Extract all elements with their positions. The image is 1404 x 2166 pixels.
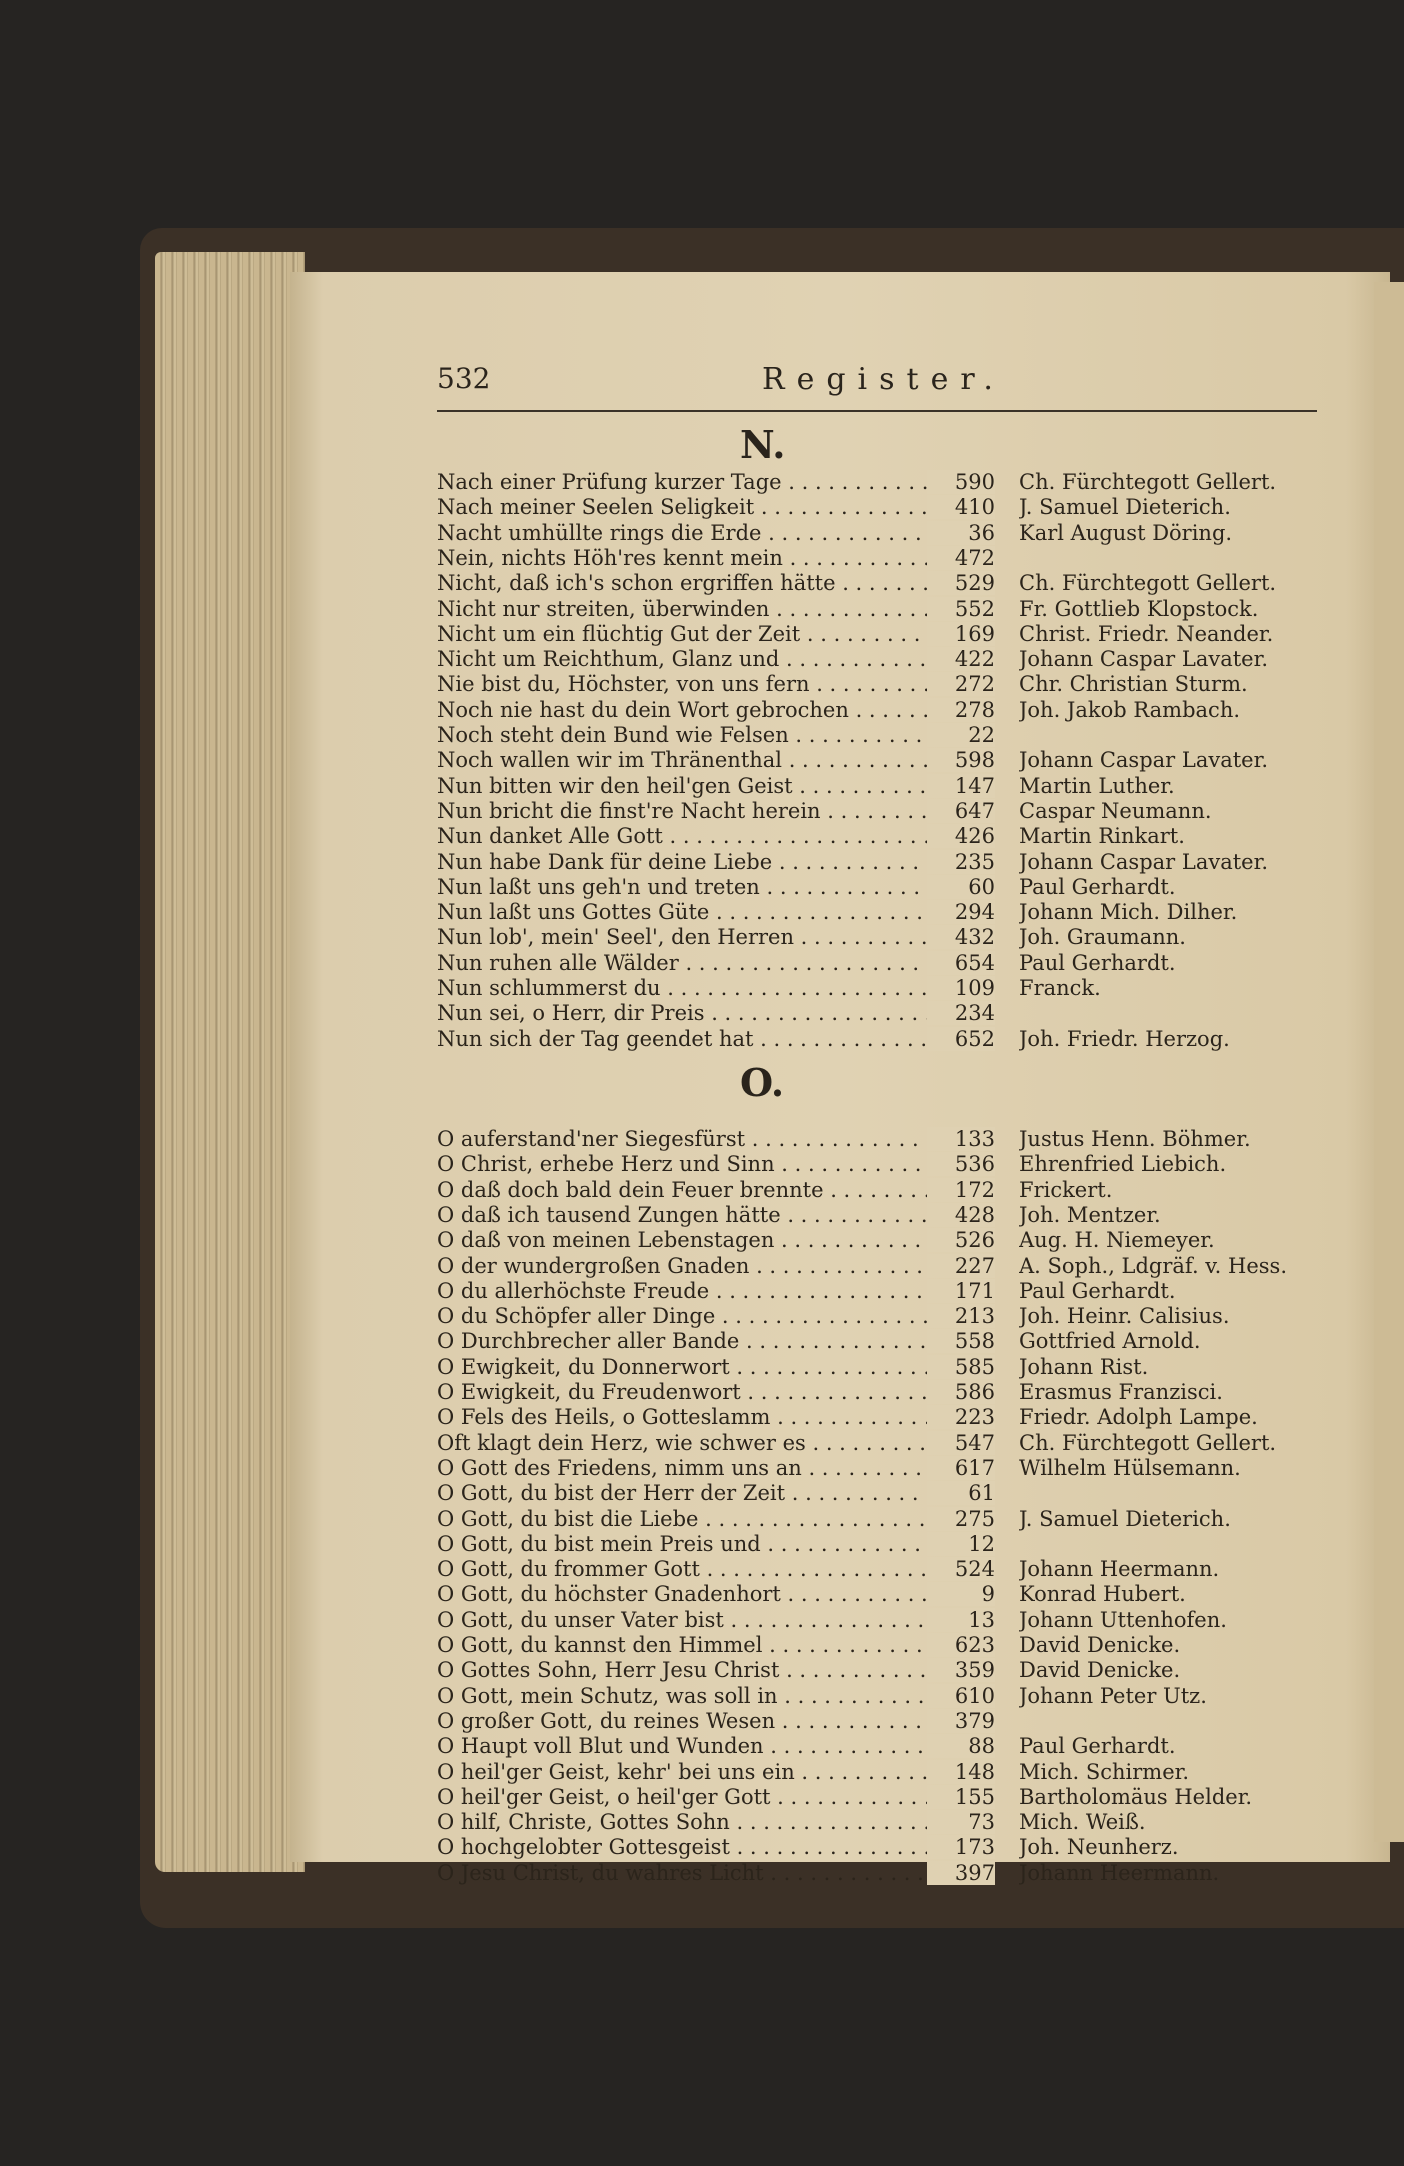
hymn-title: Nun danket Alle Gott . . .	[437, 824, 927, 848]
index-entry	[437, 1810, 1317, 1835]
index-entry	[437, 1304, 1317, 1329]
hymn-title: O daß ich tausend Zungen hätte . . .	[437, 1203, 927, 1227]
hymn-title: O Gott, du bist die Liebe . . .	[437, 1507, 927, 1531]
hymn-number: 294	[927, 900, 995, 924]
index-entry	[437, 1380, 1317, 1405]
hymn-number: 529	[927, 571, 995, 595]
index-entry	[437, 748, 1317, 773]
index-entry	[437, 1481, 1317, 1506]
hymn-author: Johann Heermann.	[1019, 1860, 1220, 1885]
hymn-title: Nun ruhen alle Wälder . . .	[437, 951, 927, 975]
index-entry	[437, 799, 1317, 824]
index-entry	[437, 774, 1317, 799]
hymn-title: O Gott, mein Schutz, was soll in . . .	[437, 1684, 927, 1708]
index-entry	[437, 1734, 1317, 1759]
hymn-title: Nun bricht die finst're Nacht herein . . .	[437, 799, 927, 823]
hymn-title: Nun lob', mein' Seel', den Herren . . .	[437, 925, 927, 949]
hymn-number: 13	[927, 1608, 995, 1632]
hymn-author: Johann Mich. Dilher.	[1019, 900, 1238, 925]
index-entry	[437, 698, 1317, 723]
index-entry	[437, 622, 1317, 647]
hymn-title: O Gott, du höchster Gnadenhort . . .	[437, 1582, 927, 1606]
index-entry	[437, 495, 1317, 520]
hymn-title: Nun laßt uns Gottes Güte . . .	[437, 900, 927, 924]
hymn-title: O Haupt voll Blut und Wunden . . .	[437, 1734, 927, 1758]
facing-page-edge	[1374, 282, 1404, 1842]
index-entry	[437, 976, 1317, 1001]
index-entry	[437, 1684, 1317, 1709]
hymn-author: Joh. Neunherz.	[1019, 1835, 1179, 1860]
hymn-number: 88	[927, 1734, 995, 1758]
index-entry	[437, 850, 1317, 875]
hymn-author: Justus Henn. Böhmer.	[1019, 1127, 1251, 1151]
hymn-number: 426	[927, 824, 995, 848]
index-entry	[437, 1001, 1317, 1026]
hymn-number: 617	[927, 1456, 995, 1480]
hymn-title: O Gott, du unser Vater bist . . .	[437, 1608, 927, 1632]
hymn-author: Joh. Mentzer.	[1019, 1202, 1161, 1227]
hymn-number: 73	[927, 1810, 995, 1834]
index-entry	[437, 824, 1317, 849]
index-entry	[437, 1355, 1317, 1380]
page-edges	[155, 252, 305, 1872]
hymn-number: 223	[927, 1405, 995, 1429]
hymn-title: Nun sei, o Herr, dir Preis . . .	[437, 1001, 927, 1025]
hymn-number: 526	[927, 1228, 995, 1252]
index-entry	[437, 1456, 1317, 1481]
index-entry	[437, 1279, 1317, 1304]
hymn-author: Johann Rist.	[1019, 1354, 1149, 1379]
hymn-number: 133	[927, 1127, 995, 1151]
index-entry	[437, 1633, 1317, 1658]
hymn-number: 586	[927, 1380, 995, 1404]
hymn-title: O daß doch bald dein Feuer brennte . . .	[437, 1178, 927, 1202]
index-entry	[437, 1835, 1317, 1860]
hymn-number: 410	[927, 495, 995, 519]
index-entry	[437, 1027, 1317, 1052]
hymn-number: 428	[927, 1203, 995, 1227]
hymn-number: 12	[927, 1532, 995, 1556]
hymn-title: Nicht um Reichthum, Glanz und . . .	[437, 647, 927, 671]
hymn-title: O Ewigkeit, du Freudenwort . . .	[437, 1380, 927, 1404]
index-entry	[437, 1658, 1317, 1683]
hymn-author: Caspar Neumann.	[1019, 798, 1212, 823]
index-entry	[437, 597, 1317, 622]
hymn-number: 172	[927, 1178, 995, 1202]
hymn-title: Nun habe Dank für deine Liebe . . .	[437, 850, 927, 874]
index-entry	[437, 1861, 1317, 1886]
hymn-title: O Durchbrecher aller Bande . . .	[437, 1329, 927, 1353]
hymn-title: Nun sich der Tag geendet hat . . .	[437, 1027, 927, 1051]
index-entry	[437, 1785, 1317, 1810]
hymn-number: 585	[927, 1355, 995, 1379]
hymn-number: 432	[927, 925, 995, 949]
hymn-author: Bartholomäus Helder.	[1019, 1784, 1253, 1809]
hymn-title: O heil'ger Geist, kehr' bei uns ein . . .	[437, 1760, 927, 1784]
index-entry	[437, 1507, 1317, 1532]
index-entry	[437, 647, 1317, 672]
hymn-author: Martin Luther.	[1019, 773, 1175, 798]
index-entry	[437, 546, 1317, 571]
hymn-title: O auferstand'ner Siegesfürst . . .	[437, 1127, 927, 1151]
hymn-title: Nicht um ein flüchtig Gut der Zeit . . .	[437, 622, 927, 646]
hymn-author: Ch. Fürchtegott Gellert.	[1019, 470, 1277, 494]
hymn-author: Johann Caspar Lavater.	[1019, 849, 1268, 874]
hymn-title: Oft klagt dein Herz, wie schwer es . . .	[437, 1431, 927, 1455]
hymn-number: 36	[927, 521, 995, 545]
index-entry	[437, 1228, 1317, 1253]
index-entry	[437, 1178, 1317, 1203]
index-entry	[437, 723, 1317, 748]
index-entry	[437, 875, 1317, 900]
hymn-author: Ch. Fürchtegott Gellert.	[1019, 1430, 1277, 1455]
hymn-author: Wilhelm Hülsemann.	[1019, 1455, 1241, 1480]
hymn-author: Ch. Fürchtegott Gellert.	[1019, 571, 1277, 596]
hymn-title: O hilf, Christe, Gottes Sohn . . .	[437, 1810, 927, 1834]
hymn-author: Joh. Friedr. Herzog.	[1019, 1026, 1230, 1051]
hymn-title: O der wundergroßen Gnaden . . .	[437, 1254, 927, 1278]
index-entry	[437, 521, 1317, 546]
index-entry	[437, 470, 1317, 495]
hymn-title: Nie bist du, Höchster, von uns fern . . .	[437, 672, 927, 696]
hymn-author: Paul Gerhardt.	[1019, 1278, 1176, 1303]
hymn-number: 147	[927, 774, 995, 798]
hymn-author: Fr. Gottlieb Klopstock.	[1019, 596, 1259, 621]
hymn-title: O großer Gott, du reines Wesen . . .	[437, 1709, 927, 1733]
hymn-number: 647	[927, 799, 995, 823]
index-entry	[437, 1760, 1317, 1785]
hymn-number: 472	[927, 546, 995, 570]
hymn-number: 536	[927, 1152, 995, 1176]
hymn-number: 275	[927, 1507, 995, 1531]
hymn-number: 235	[927, 850, 995, 874]
hymn-title: O Jesu Christ, du wahres Licht . . .	[437, 1861, 927, 1885]
hymn-number: 148	[927, 1760, 995, 1784]
hymn-title: Nacht umhüllte rings die Erde . . .	[437, 521, 927, 545]
hymn-title: Nun laßt uns geh'n und treten . . .	[437, 875, 927, 899]
hymn-author: Chr. Christian Sturm.	[1019, 672, 1248, 697]
hymn-author: A. Soph., Ldgräf. v. Hess.	[1019, 1253, 1287, 1278]
hymn-author: Johann Uttenhofen.	[1019, 1607, 1227, 1632]
page-header	[437, 362, 1317, 406]
index-entry	[437, 951, 1317, 976]
index-entry	[437, 900, 1317, 925]
hymn-number: 272	[927, 672, 995, 696]
hymn-title: O Gott, du bist mein Preis und . . .	[437, 1532, 927, 1556]
hymn-author: Gottfried Arnold.	[1019, 1329, 1201, 1354]
hymn-author: Erasmus Franzisci.	[1019, 1380, 1223, 1404]
hymn-title: O hochgelobter Gottesgeist . . .	[437, 1835, 927, 1859]
hymn-title: Noch steht dein Bund wie Felsen . . .	[437, 723, 927, 747]
hymn-author: Christ. Friedr. Neander.	[1019, 621, 1274, 646]
hymn-title: O Gott, du frommer Gott . . .	[437, 1557, 927, 1581]
hymn-number: 652	[927, 1027, 995, 1051]
hymn-title: O du allerhöchste Freude . . .	[437, 1279, 927, 1303]
hymn-author: Karl August Döring.	[1019, 520, 1233, 545]
hymn-author: Aug. H. Niemeyer.	[1019, 1228, 1215, 1253]
index-entry	[437, 1709, 1317, 1734]
hymn-author: Joh. Heinr. Calisius.	[1019, 1304, 1230, 1329]
running-head: Register.	[762, 362, 1005, 397]
hymn-title: O du Schöpfer aller Dinge . . .	[437, 1304, 927, 1328]
page-number: 532	[437, 362, 491, 395]
hymn-author: Johann Peter Utz.	[1019, 1683, 1207, 1708]
hymn-author: Mich. Schirmer.	[1019, 1759, 1190, 1784]
hymn-author: J. Samuel Dieterich.	[1019, 495, 1231, 520]
hymn-author: J. Samuel Dieterich.	[1019, 1506, 1231, 1531]
hymn-author: Johann Heermann.	[1019, 1557, 1220, 1582]
header-rule	[437, 410, 1317, 412]
hymn-author: Frickert.	[1019, 1177, 1113, 1202]
hymn-author: Franck.	[1019, 976, 1101, 1000]
hymn-author: Konrad Hubert.	[1019, 1582, 1186, 1607]
index-entry	[437, 1405, 1317, 1430]
hymn-author: Paul Gerhardt.	[1019, 874, 1176, 899]
hymn-title: O Gottes Sohn, Herr Jesu Christ . . .	[437, 1658, 927, 1682]
hymn-number: 379	[927, 1709, 995, 1733]
index-entry	[437, 1608, 1317, 1633]
hymn-title: Noch wallen wir im Thränenthal . . .	[437, 748, 927, 772]
hymn-author: Paul Gerhardt.	[1019, 950, 1176, 975]
hymn-author: Johann Caspar Lavater.	[1019, 647, 1268, 672]
hymn-number: 22	[927, 723, 995, 747]
hymn-author: Joh. Graumann.	[1019, 925, 1186, 950]
hymn-title: O Gott, du kannst den Himmel . . .	[437, 1633, 927, 1657]
hymn-title: Nun schlummerst du . . .	[437, 976, 927, 1000]
hymn-number: 654	[927, 951, 995, 975]
hymn-number: 109	[927, 976, 995, 1000]
index-entry	[437, 1152, 1317, 1177]
hymn-number: 173	[927, 1835, 995, 1859]
hymn-title: O Fels des Heils, o Gotteslamm . . .	[437, 1405, 927, 1429]
hymn-title: O Ewigkeit, du Donnerwort . . .	[437, 1355, 927, 1379]
hymn-author: Ehrenfried Liebich.	[1019, 1152, 1227, 1177]
hymn-author: Johann Caspar Lavater.	[1019, 748, 1268, 773]
hymn-title: Nun bitten wir den heil'gen Geist . . .	[437, 774, 927, 798]
hymn-number: 558	[927, 1329, 995, 1353]
hymn-number: 234	[927, 1001, 995, 1025]
hymn-number: 61	[927, 1481, 995, 1505]
index-entry	[437, 925, 1317, 950]
hymn-number: 552	[927, 597, 995, 621]
hymn-number: 9	[927, 1582, 995, 1606]
index-entry	[437, 571, 1317, 596]
index-entry	[437, 1582, 1317, 1607]
hymn-title: O daß von meinen Lebenstagen . . .	[437, 1228, 927, 1252]
hymn-number: 171	[927, 1279, 995, 1303]
hymn-number: 590	[927, 470, 995, 494]
hymn-author: Paul Gerhardt.	[1019, 1734, 1176, 1759]
section-letter: N.	[740, 422, 786, 467]
index-entry	[437, 1557, 1317, 1582]
index-entry	[437, 1431, 1317, 1456]
hymn-number: 610	[927, 1684, 995, 1708]
hymn-title: O heil'ger Geist, o heil'ger Gott . . .	[437, 1785, 927, 1809]
section-letter: O.	[740, 1060, 785, 1105]
hymn-number: 359	[927, 1658, 995, 1682]
hymn-number: 227	[927, 1254, 995, 1278]
index-entry	[437, 672, 1317, 697]
hymn-title: O Christ, erhebe Herz und Sinn . . .	[437, 1152, 927, 1176]
hymn-title: Noch nie hast du dein Wort gebrochen . . .	[437, 698, 927, 722]
index-entry	[437, 1127, 1317, 1152]
hymn-title: O Gott, du bist der Herr der Zeit . . .	[437, 1481, 927, 1505]
hymn-title: O Gott des Friedens, nimm uns an . . .	[437, 1456, 927, 1480]
hymn-number: 60	[927, 875, 995, 899]
index-entry	[437, 1532, 1317, 1557]
hymn-number: 547	[927, 1431, 995, 1455]
hymn-number: 524	[927, 1557, 995, 1581]
hymn-author: Mich. Weiß.	[1019, 1810, 1146, 1835]
hymn-number: 278	[927, 698, 995, 722]
hymn-number: 598	[927, 748, 995, 772]
hymn-author: David Denicke.	[1019, 1658, 1181, 1683]
hymn-number: 155	[927, 1785, 995, 1809]
hymn-author: David Denicke.	[1019, 1633, 1181, 1657]
hymn-author: Martin Rinkart.	[1019, 824, 1185, 849]
hymn-number: 623	[927, 1633, 995, 1657]
hymn-title: Nach meiner Seelen Seligkeit . . .	[437, 495, 927, 519]
hymn-title: Nach einer Prüfung kurzer Tage . . .	[437, 470, 927, 494]
index-entry	[437, 1203, 1317, 1228]
hymn-title: Nicht nur streiten, überwinden . . .	[437, 597, 927, 621]
index-entry	[437, 1254, 1317, 1279]
hymn-number: 397	[927, 1861, 995, 1885]
hymn-title: Nicht, daß ich's schon ergriffen hätte . . .	[437, 571, 927, 595]
hymn-number: 213	[927, 1304, 995, 1328]
hymn-number: 169	[927, 622, 995, 646]
index-entry	[437, 1329, 1317, 1354]
hymn-number: 422	[927, 647, 995, 671]
hymn-title: Nein, nichts Höh'res kennt mein . . .	[437, 546, 927, 570]
hymn-author: Friedr. Adolph Lampe.	[1019, 1405, 1258, 1430]
hymn-author: Joh. Jakob Rambach.	[1019, 697, 1241, 722]
